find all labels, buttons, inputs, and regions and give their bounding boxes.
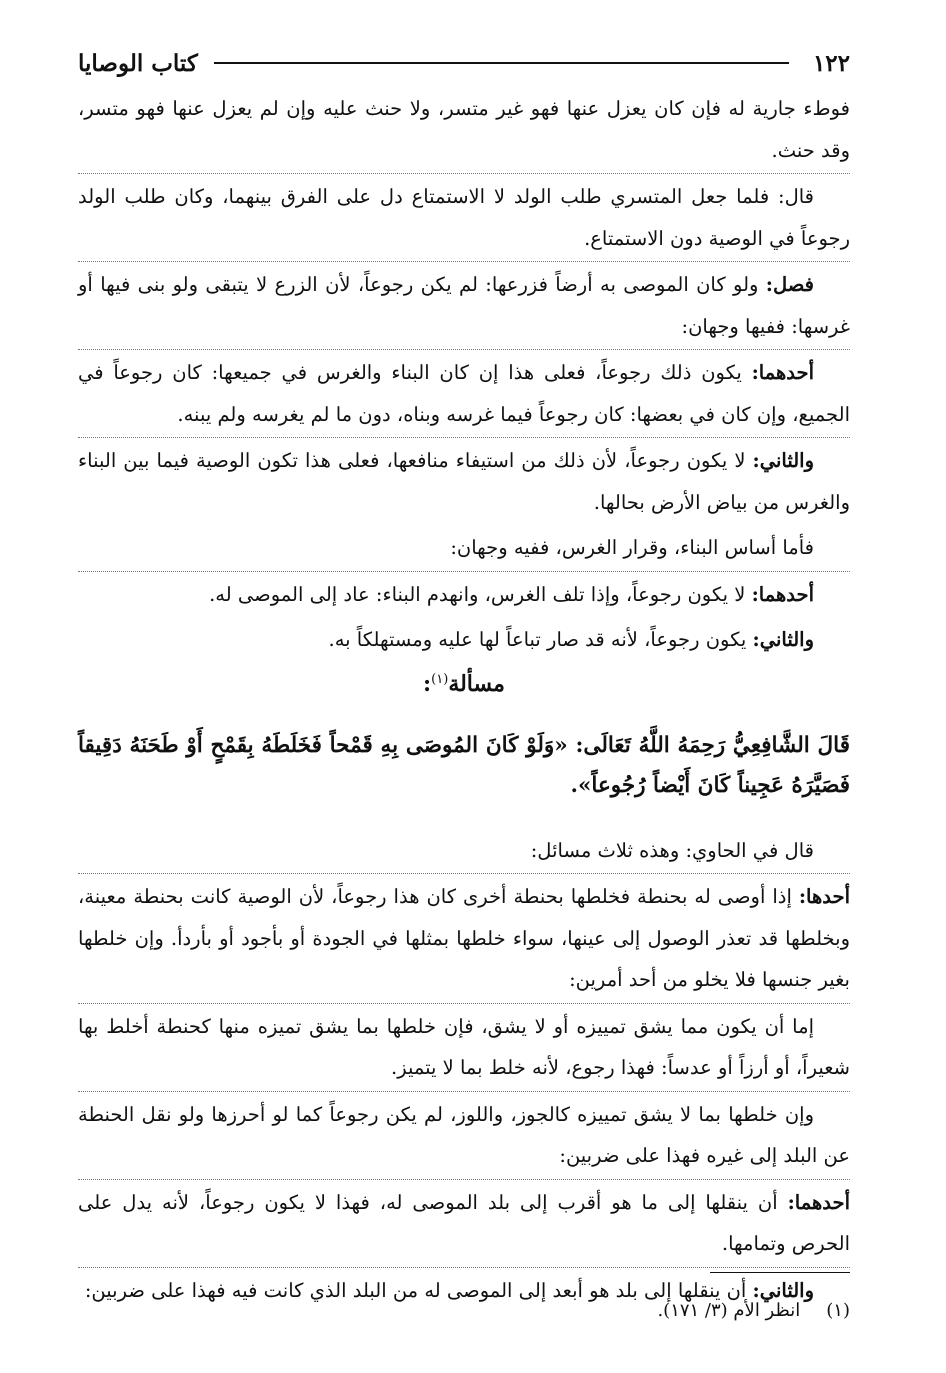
paragraph-text: قال في الحاوي: وهذه ثلاث مسائل: [530, 838, 814, 862]
paragraph-text: فوطء جارية له فإن كان يعزل عنها فهو غير متسر، ولا حنث عليه وإن لم يعزل عنها فهو متسر، وقد حنث. [78, 97, 850, 162]
paragraph [78, 617, 850, 663]
paragraph-text: يكون رجوعاً، لأنه قد صار تباعاً لها عليه ومستهلكاً به. [328, 628, 753, 651]
masala-label: مسألة [448, 670, 505, 697]
page-body [78, 86, 850, 1313]
paragraph-text: ولو كان الموصى به أرضاً فزرعها: لم يكن رجوعاً، لأن الزرع لا يتبقى ولو بنى فيها أو غرسها: ففيها وجهان: [78, 273, 850, 338]
paragraph [78, 1003, 850, 1091]
paragraph-text: لا يكون رجوعاً، وإذا تلف الغرس، وانهدم البناء: عاد إلى الموصى له. [209, 582, 752, 606]
footnote-divider [710, 1272, 850, 1273]
footnote [657, 1298, 850, 1324]
paragraph-text: فأما أساس البناء، وقرار الغرس، ففيه وجهان: [450, 536, 814, 559]
paragraph [78, 1179, 850, 1267]
page-header [78, 40, 850, 86]
masala-heading [78, 663, 850, 705]
book-title: كتاب الوصايا [78, 49, 198, 77]
paragraph-text: أن ينقلها إلى بلد هو أبعد إلى الموصى له من البلد الذي كانت فيه فهذا على ضربين: [84, 1278, 753, 1302]
paragraph [78, 261, 850, 349]
footnote-number: (١) [826, 1300, 850, 1321]
paragraph-text: إما أن يكون مما يشق تمييزه أو لا يشق، فإن خلطها بما يشق تميزه منها كحنطة أخلط بها شعيراً، أو أرزاً أو عدساً: فهذا رجوع، لأنه خلط بما لا يتميز. [78, 1014, 850, 1079]
page-number: ١٢٢ [812, 49, 850, 77]
paragraph-lead: أحدها: [798, 885, 850, 908]
paragraph [78, 349, 850, 437]
footnote-text: انظر الأم (٣/ ١٧١). [657, 1300, 801, 1321]
paragraph-lead: فصل: [765, 273, 814, 296]
paragraph [78, 525, 850, 571]
paragraph-text: وإن خلطها بما لا يشق تمييزه كالجوز، واللوز، لم يكن رجوعاً كما لو أحرزها ولو نقل الحنطة عن البلد إلى غيره فهذا على ضربين: [78, 1102, 850, 1167]
paragraph-lead: والثاني: [752, 1278, 814, 1302]
paragraph-text: أن ينقلها إلى ما هو أقرب إلى بلد الموصى له، فهذا لا يكون رجوعاً، لأنه يدل على الحرص وتمامها. [78, 1190, 850, 1255]
paragraph [78, 173, 850, 261]
paragraph [78, 828, 850, 874]
paragraph [78, 1091, 850, 1179]
paragraph [78, 571, 850, 618]
shafii-quote: قَالَ الشَّافِعِيُّ رَحِمَهُ اللَّهُ تَعَالَى: «وَلَوْ كَانَ المُوصَى بِهِ قَمْحاً فَخَلَطَهُ بِقَمْحٍ أَوْ طَحَنَهُ دَقِيقاً فَصَيَّرَهُ عَجِيناً كَانَ أَيْضاً رُجُوعاً». [78, 733, 850, 798]
paragraph-lead: أحدهما: [751, 582, 814, 606]
paragraph-text: إذا أوصى له بحنطة فخلطها بحنطة أخرى كان هذا رجوعاً، لأن الوصية كانت بحنطة معينة، وبخلطها قد تعذر الوصول إلى عينها، سواء خلطها بمثلها في الجودة أو بأجود أو بأردأ. وإن خلطها بغير جنسها فلا يخلو من أحد أمرين: [78, 885, 850, 991]
masala-colon: : [423, 670, 432, 697]
header-rule [214, 62, 789, 64]
paragraph [78, 86, 850, 173]
paragraph-text: يكون ذلك رجوعاً، فعلى هذا إن كان البناء والغرس في جميعها: كان رجوعاً في الجميع، وإن كان في بعضها: كان رجوعاً فيما غرسه وبناه، دون ما لم يغرسه ولم يبنه. [78, 361, 850, 426]
paragraph-lead: أحدهما: [751, 361, 814, 384]
paragraph-text: لا يكون رجوعاً، لأن ذلك من استيفاء منافعها، فعلى هذا تكون الوصية فيما بين البناء والغرس من بياض الأرض بحالها. [78, 449, 850, 514]
paragraph-lead: أحدهما: [787, 1190, 850, 1214]
paragraph [78, 873, 850, 1003]
paragraph-lead: والثاني: [752, 628, 814, 651]
paragraph-lead: والثاني: [752, 449, 814, 472]
footnote-reference: (١) [431, 671, 449, 687]
book-page [78, 40, 850, 1340]
paragraph [78, 437, 850, 525]
paragraph-text: قال: فلما جعل المتسري طلب الولد لا الاستمتاع دل على الفرق بينهما، وكان طلب الولد رجوعاً في الوصية دون الاستمتاع. [78, 185, 850, 250]
